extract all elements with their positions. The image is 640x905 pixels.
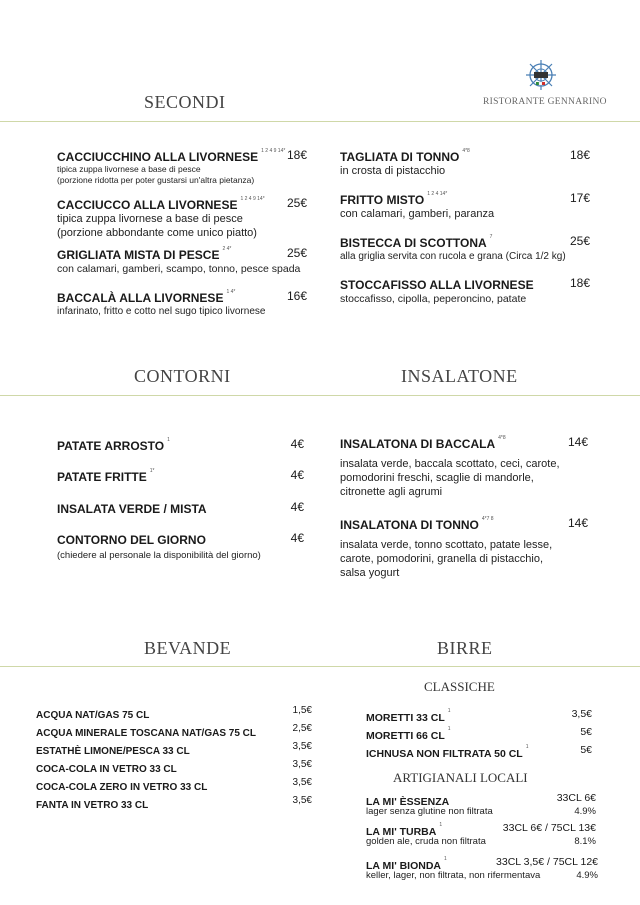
item-price: 4€ [290,500,304,514]
item-name: GRIGLIATA MISTA DI PESCE $^{2 4*}$ [57,246,232,262]
item-desc: con calamari, gamberi, paranza [340,208,495,220]
menu-item [57,531,304,563]
divider [0,666,640,667]
menu-item [57,437,304,453]
item-desc: con calamari, gamberi, scampo, tonno, pesce spada [57,263,301,275]
item-name: PATATE ARROSTO $^1$ [57,437,170,453]
section-title-insalatone: INSALATONE [401,366,518,386]
list-item: ESTATHÈ LIMONE/PESCA 33 CL 3,5€ [36,741,312,757]
menu-item [340,148,590,178]
item-name: BACCALÀ ALLA LIVORNESE $^{1 4*}$ [57,289,236,305]
item-desc: alla griglia servita con rucola e grana (Circa 1/2 kg) [340,251,566,262]
menu-item [340,276,590,306]
menu-item [57,500,304,516]
list-item: FANTA IN VETRO 33 CL 3,5€ [36,795,312,811]
item-name: CACCIUCCHINO ALLA LIVORNESE $^{1 2 4 9 14*}$ [57,148,286,164]
beer-classic-list [366,708,592,762]
item-price: 25€ [286,246,307,260]
section-title-bevande: BEVANDE [144,638,232,658]
list-item: ACQUA NAT/GAS 75 CL 1,5€ [36,705,312,721]
item-price: 18€ [569,276,590,290]
item-desc: in crosta di pistacchio [340,165,446,177]
item-desc: tipica zuppa livornese a base di pesce (porzione ridotta per poter gustarsi un'altra pietanza) [57,164,255,185]
beer-craft-item: LA MI' BIONDA$^1$ 33CL 3,5€ / 75CL 12€ keller, lager, non filtrata, non rifermentava 4.9% [366,856,598,881]
item-name: TAGLIATA DI TONNO $^{4*8}$ [340,148,470,164]
menu-item [340,516,590,580]
divider [0,395,640,396]
list-item: MORETTI 66 $CL^1$ 5€ [366,726,592,742]
divider [0,121,640,122]
list-item: COCA-COLA IN VETRO 33 CL 3,5€ [36,759,312,775]
subheading-artigianali: ARTIGIANALI LOCALI [393,770,528,785]
menu-item [57,468,304,484]
beer-craft-item: LA MI' ÈSSENZA 33CL 6€ lager senza glutine non filtrata 4.9% [366,792,596,817]
item-name: PATATE FRITTE $^{1*}$ [57,468,155,484]
list-item: ACQUA MINERALE TOSCANA NAT/GAS 75 CL 2,5€ [36,723,312,739]
item-name: BISTECCA DI SCOTTONA $^7$ [340,234,493,250]
drinks-list [36,705,312,813]
logo [524,58,558,92]
ship-wheel-icon [524,58,558,92]
item-name: CACCIUCCO ALLA LIVORNESE $^{1 2 4 9 14*}$ [57,196,265,212]
item-desc: stoccafisso, cipolla, peperoncino, patate [340,293,527,305]
item-desc: insalata verde, baccala scottato, ceci, carote, pomodorini freschi, scaglie di mandorle, citronette agli agrumi [340,458,560,498]
item-desc: infarinato, fritto e cotto nel sugo tipico livornese [57,306,266,317]
item-name: CONTORNO DEL GIORNO [57,533,206,547]
item-name: FRITTO MISTO $^{1 2 4 14*}$ [340,191,448,207]
menu-item [57,148,307,186]
item-price: 18€ [569,148,590,162]
menu-item [340,191,590,221]
item-name: INSALATA VERDE / MISTA [57,502,207,516]
item-desc: tipica zuppa livornese a base di pesce (porzione abbondante come unico piatto) [57,213,257,239]
item-price: 25€ [569,234,590,248]
item-price: 4€ [290,468,304,482]
brand-name: RISTORANTE GENNARINO [483,97,607,107]
item-price: 4€ [290,437,304,451]
menu-item [340,234,590,264]
item-name: STOCCAFISSO ALLA LIVORNESE [340,278,534,292]
section-title-birre: BIRRE [437,638,493,658]
beer-craft-item: LA MI' TURBA$^1$ 33CL 6€ / 75CL 13€ golden ale, cruda non filtrata 8.1% [366,822,596,847]
menu-item [57,246,307,276]
list-item: ICHNUSA NON FILTRATA 50 $CL^1$ 5€ [366,744,592,760]
item-price: 17€ [569,191,590,205]
item-name: INSALATONA DI TONNO $^{4*7 8}$ [340,516,494,532]
subheading-classiche: CLASSICHE [424,679,495,694]
item-price: 14€ [567,435,588,449]
menu-item [57,196,307,240]
item-desc: insalata verde, tonno scottato, patate lesse, carote, pomodorini, granella di pistacchio, salsa yogurt [340,539,553,579]
menu-item [57,289,307,319]
item-price: 14€ [567,516,588,530]
list-item: COCA-COLA ZERO IN VETRO 33 CL 3,5€ [36,777,312,793]
item-desc: (chiedere al personale la disponibilità del giorno) [57,550,261,561]
item-price: 25€ [286,196,307,210]
menu-item [340,435,590,499]
list-item: MORETTI 33 $CL^1$ 3,5€ [366,708,592,724]
section-title-secondi: SECONDI [144,92,226,112]
item-price: 16€ [286,289,307,303]
item-price: 18€ [286,148,307,162]
item-name: INSALATONA DI BACCALA $^{4*8}$ [340,435,506,451]
section-title-contorni: CONTORNI [134,366,231,386]
item-price: 4€ [290,531,304,545]
